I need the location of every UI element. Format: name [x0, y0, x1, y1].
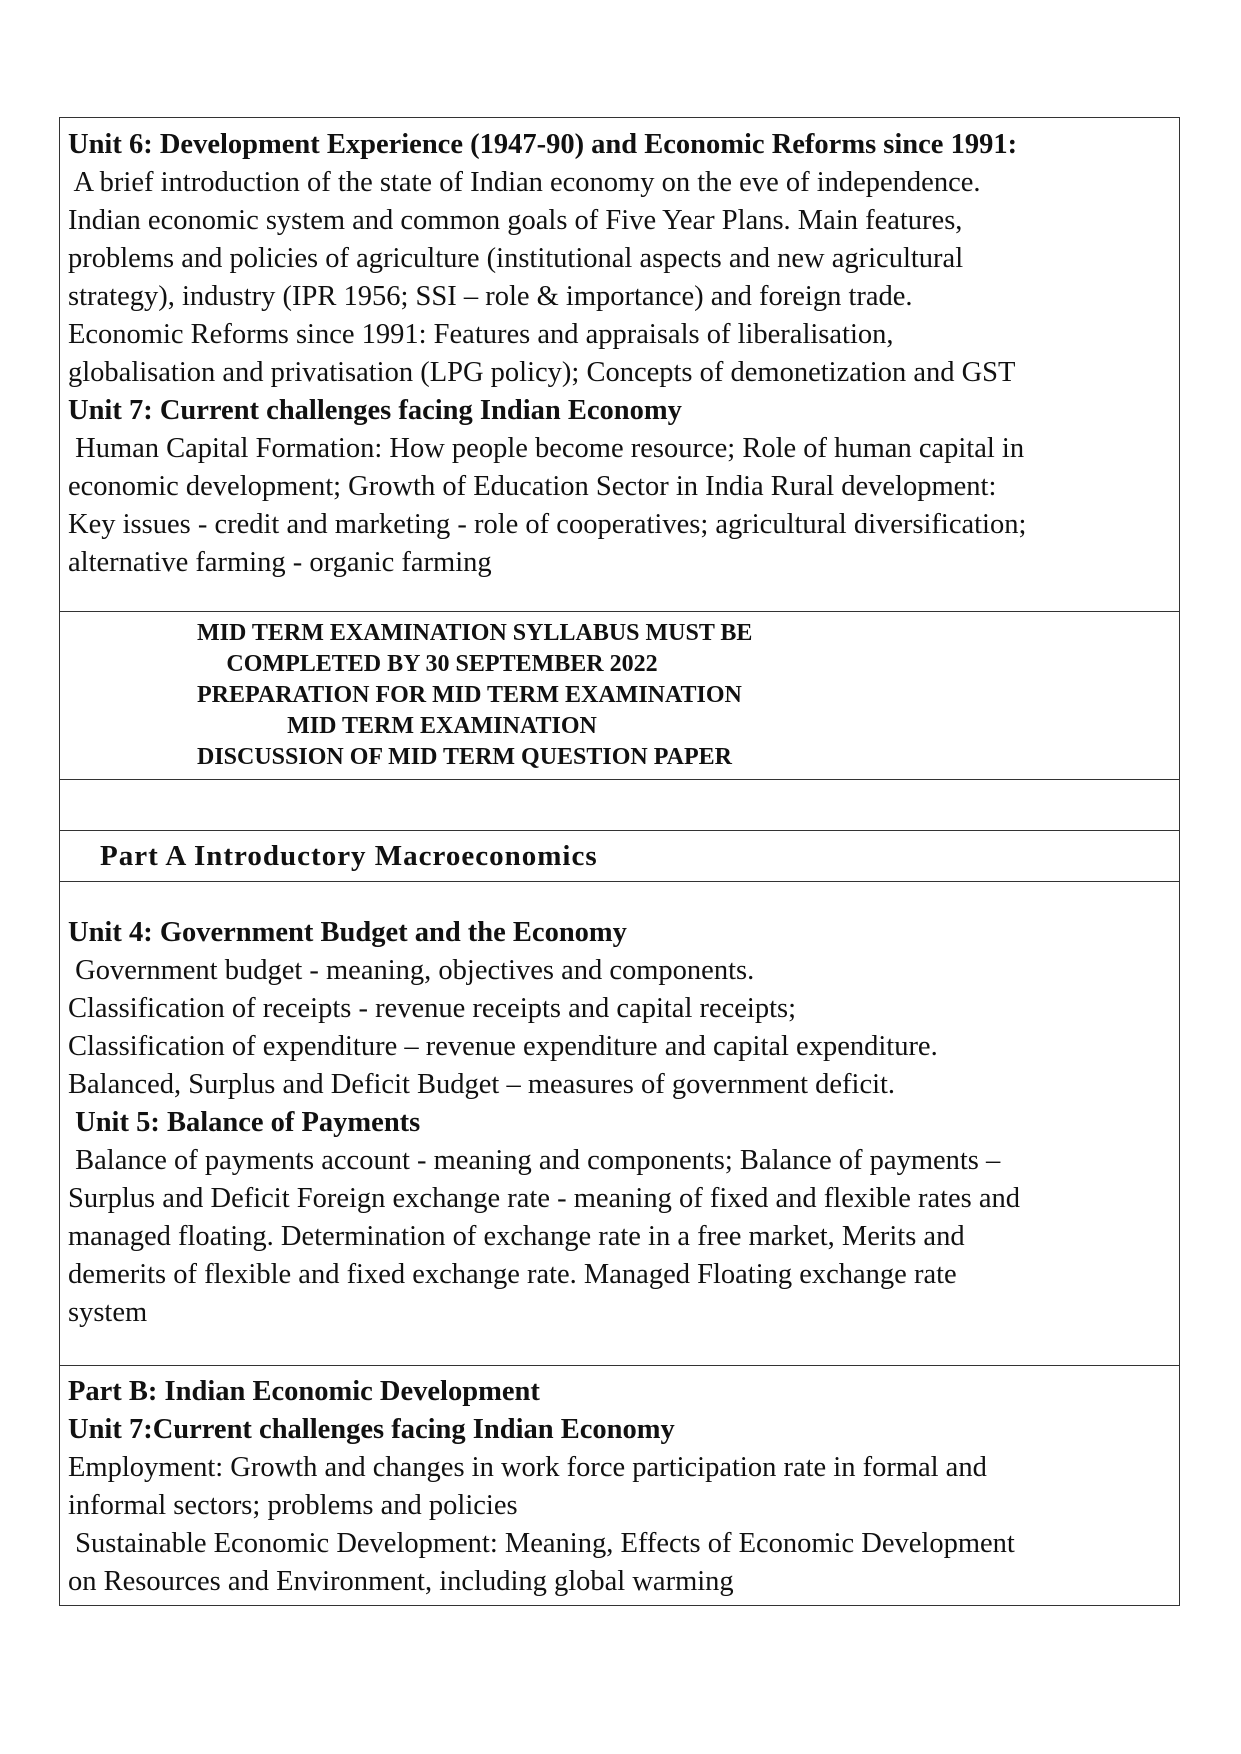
unit6-line: Economic Reforms since 1991: Features and appraisals of liberalisation, [68, 319, 894, 350]
part-b-line: on Resources and Environment, including global warming [68, 1566, 734, 1597]
unit7-line: alternative farming - organic farming [68, 547, 492, 578]
midterm-line: PREPARATION FOR MID TERM EXAMINATION [197, 682, 742, 708]
unit4-line: Government budget - meaning, objectives and components. [68, 955, 755, 986]
unit7-heading: Unit 7: Current challenges facing Indian Economy [68, 395, 682, 426]
row-empty [60, 780, 1179, 831]
part-a-heading: Part A Introductory Macroeconomics [100, 840, 598, 872]
part-b-line: informal sectors; problems and policies [68, 1490, 518, 1521]
unit6-line: globalisation and privatisation (LPG policy); Concepts of demonetization and GST [68, 357, 1016, 388]
unit5-line: Balance of payments account - meaning and components; Balance of payments – [68, 1145, 1001, 1176]
unit6-line: A brief introduction of the state of Indian economy on the eve of independence. [68, 167, 981, 198]
part-b-line: Sustainable Economic Development: Meaning, Effects of Economic Development [68, 1528, 1015, 1559]
part-b-unit7-heading: Unit 7:Current challenges facing Indian Economy [68, 1414, 675, 1445]
unit7-line: Human Capital Formation: How people become resource; Role of human capital in [68, 433, 1025, 464]
unit7-line: economic development; Growth of Education Sector in India Rural development: [68, 471, 997, 502]
unit6-line: strategy), industry (IPR 1956; SSI – role & importance) and foreign trade. [68, 281, 913, 312]
unit7-line: Key issues - credit and marketing - role of cooperatives; agricultural diversification; [68, 509, 1027, 540]
unit4-line: Classification of expenditure – revenue expenditure and capital expenditure. [68, 1031, 938, 1062]
midterm-line: MID TERM EXAMINATION SYLLABUS MUST BE [197, 620, 753, 646]
part-b-line: Employment: Growth and changes in work force participation rate in formal and [68, 1452, 987, 1483]
unit5-line: demerits of flexible and fixed exchange rate. Managed Floating exchange rate [68, 1259, 957, 1290]
part-b-heading: Part B: Indian Economic Development [68, 1376, 540, 1407]
midterm-line: DISCUSSION OF MID TERM QUESTION PAPER [197, 744, 732, 770]
syllabus-table [59, 117, 1180, 1606]
unit4-line: Balanced, Surplus and Deficit Budget – measures of government deficit. [68, 1069, 896, 1100]
midterm-line: COMPLETED BY 30 SEPTEMBER 2022 [226, 651, 658, 677]
unit5-line: managed floating. Determination of exchange rate in a free market, Merits and [68, 1221, 965, 1252]
unit4-line: Classification of receipts - revenue receipts and capital receipts; [68, 993, 797, 1024]
unit6-line: Indian economic system and common goals of Five Year Plans. Main features, [68, 205, 963, 236]
unit5-line: Surplus and Deficit Foreign exchange rate - meaning of fixed and flexible rates and [68, 1183, 1021, 1214]
unit4-heading: Unit 4: Government Budget and the Economy [68, 917, 627, 948]
row-units-4-5 [60, 882, 1179, 1366]
row-part-a [60, 831, 1179, 882]
midterm-notice [197, 612, 753, 773]
unit6-line: problems and policies of agriculture (institutional aspects and new agricultural [68, 243, 964, 274]
midterm-line: MID TERM EXAMINATION [287, 713, 597, 739]
unit5-line: system [68, 1297, 148, 1328]
unit6-heading: Unit 6: Development Experience (1947-90) and Economic Reforms since 1991: [68, 129, 1018, 160]
row-units-6-7 [60, 118, 1179, 612]
row-midterm [60, 612, 1179, 780]
row-part-b [60, 1366, 1179, 1605]
unit5-heading: Unit 5: Balance of Payments [68, 1107, 421, 1138]
